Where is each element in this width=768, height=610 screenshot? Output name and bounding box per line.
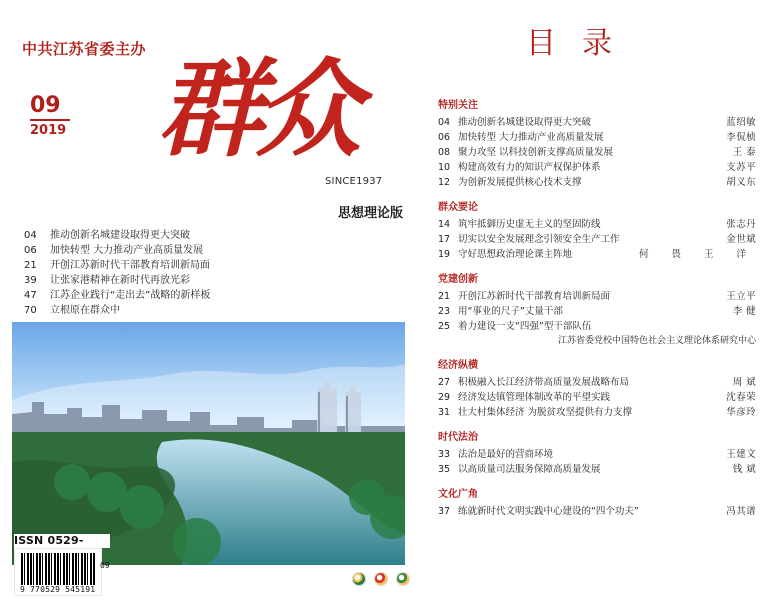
entry-title: 壮大村集体经济 为脱贫攻坚提供有力支撑 bbox=[458, 407, 633, 418]
entry-title: 积极融入长江经济带高质量发展战略布局 bbox=[458, 377, 630, 388]
cover-highlights bbox=[24, 228, 404, 318]
toc-entry[interactable] bbox=[438, 175, 756, 190]
barcode-bars bbox=[21, 553, 95, 585]
entry-title: 守好思想政治理论课主阵地 bbox=[458, 249, 573, 260]
entry-title: 法治是最好的营商环境 bbox=[458, 449, 554, 460]
entry-page: 14 bbox=[438, 219, 451, 230]
entry-title: 练就新时代文明实践中心建设的“四个功夫” bbox=[458, 506, 639, 517]
toc-entry[interactable] bbox=[438, 217, 756, 232]
publisher-label: 中共江苏省委主办 bbox=[22, 40, 147, 58]
entry-page: 21 bbox=[438, 291, 451, 302]
toc-entry[interactable] bbox=[438, 160, 756, 175]
entry-page: 33 bbox=[438, 449, 451, 460]
entry-author: 金世斌 bbox=[726, 234, 756, 245]
entry-author: 胡义东 bbox=[726, 177, 756, 188]
emblem-icon bbox=[396, 572, 410, 586]
toc-section bbox=[438, 96, 756, 190]
since-label: SINCE1937 bbox=[325, 176, 383, 187]
entry-title: 以高质量司法服务保障高质量发展 bbox=[458, 464, 601, 475]
toc-entry[interactable] bbox=[438, 319, 756, 334]
toc-entry[interactable] bbox=[438, 130, 756, 145]
toc-section bbox=[438, 270, 756, 348]
entry-title: 用“事业的尺子”丈量干部 bbox=[458, 306, 563, 317]
entry-author: 何 畏 王 洋 bbox=[638, 249, 756, 260]
emblem-icon bbox=[374, 572, 388, 586]
entry-author: 支苏平 bbox=[726, 162, 756, 173]
highlight-item bbox=[24, 228, 404, 243]
entry-author: 周 斌 bbox=[732, 377, 756, 388]
toc-entry[interactable] bbox=[438, 375, 756, 390]
cityscape-illustration bbox=[12, 322, 405, 565]
toc-entry[interactable] bbox=[438, 289, 756, 304]
highlight-page: 04 bbox=[24, 230, 37, 241]
highlight-page: 21 bbox=[24, 260, 37, 271]
highlight-item bbox=[24, 303, 404, 318]
issue-number: 09 bbox=[30, 95, 70, 121]
highlight-text: 加快转型 大力推动产业高质量发展 bbox=[50, 245, 204, 256]
entry-page: 27 bbox=[438, 377, 451, 388]
entry-author: 冯其谱 bbox=[726, 506, 756, 517]
entry-author: 钱 斌 bbox=[732, 464, 756, 475]
entry-title: 为创新发展提供核心技术支撑 bbox=[458, 177, 582, 188]
entry-author: 王建文 bbox=[726, 449, 756, 460]
entry-subline: 江苏省委党校中国特色社会主义理论体系研究中心 bbox=[557, 336, 756, 346]
toc-entry[interactable] bbox=[438, 145, 756, 160]
toc-entry[interactable] bbox=[438, 232, 756, 247]
barcode bbox=[14, 548, 102, 596]
toc-section bbox=[438, 428, 756, 477]
entry-author: 王 泰 bbox=[732, 147, 756, 158]
barcode-digits: 9 770529 545191 bbox=[20, 585, 96, 594]
entry-author: 李侃桢 bbox=[726, 132, 756, 143]
toc-title: 目录 bbox=[526, 26, 638, 61]
highlight-page: 39 bbox=[24, 275, 37, 286]
entry-page: 08 bbox=[438, 147, 451, 158]
entry-page: 25 bbox=[438, 321, 451, 332]
magazine-title-text: 群众 bbox=[151, 46, 379, 171]
toc-entry[interactable] bbox=[438, 115, 756, 130]
entry-title: 构建高效有力的知识产权保护体系 bbox=[458, 162, 601, 173]
highlight-item bbox=[24, 258, 404, 273]
toc-entry[interactable] bbox=[438, 390, 756, 405]
emblem-row bbox=[352, 572, 410, 586]
entry-page: 10 bbox=[438, 162, 451, 173]
cover-photo bbox=[12, 322, 405, 565]
section-heading: 党建创新 bbox=[438, 274, 478, 285]
highlight-text: 让张家港精神在新时代再放光彩 bbox=[50, 275, 190, 286]
section-heading: 时代法治 bbox=[438, 432, 478, 443]
entry-author: 李 健 bbox=[732, 306, 756, 317]
entry-title: 开创江苏新时代干部教育培训新局面 bbox=[458, 291, 611, 302]
entry-page: 29 bbox=[438, 392, 451, 403]
entry-author: 张志丹 bbox=[726, 219, 756, 230]
emblem-icon bbox=[352, 572, 366, 586]
entry-title: 推动创新名城建设取得更大突破 bbox=[458, 117, 592, 128]
entry-title: 着力建设一支“四强”型干部队伍 bbox=[458, 321, 592, 332]
highlight-text: 立根原在群众中 bbox=[50, 305, 120, 316]
entry-page: 12 bbox=[438, 177, 451, 188]
table-of-contents bbox=[430, 0, 768, 610]
highlight-page: 70 bbox=[24, 305, 37, 316]
section-heading: 经济纵横 bbox=[438, 360, 478, 371]
highlight-text: 推动创新名城建设取得更大突破 bbox=[50, 230, 190, 241]
entry-author: 沈春荣 bbox=[726, 392, 756, 403]
toc-section bbox=[438, 356, 756, 420]
section-heading: 文化广角 bbox=[438, 489, 478, 500]
entry-author: 王立平 bbox=[726, 291, 756, 302]
highlight-page: 06 bbox=[24, 245, 37, 256]
toc-entry[interactable] bbox=[438, 405, 756, 420]
entry-title: 经济发达镇管理体制改革的平望实践 bbox=[458, 392, 611, 403]
entry-title: 聚力攻坚 以科技创新支撑高质量发展 bbox=[458, 147, 614, 158]
highlight-text: 开创江苏新时代干部教育培训新局面 bbox=[50, 260, 210, 271]
highlight-page: 47 bbox=[24, 290, 37, 301]
highlight-item bbox=[24, 273, 404, 288]
section-heading: 群众要论 bbox=[438, 202, 478, 213]
toc-section bbox=[438, 485, 756, 519]
toc-section bbox=[438, 198, 756, 262]
entry-page: 37 bbox=[438, 506, 451, 517]
toc-entry[interactable] bbox=[438, 462, 756, 477]
entry-page: 04 bbox=[438, 117, 451, 128]
entry-page: 17 bbox=[438, 234, 451, 245]
section-heading: 特别关注 bbox=[438, 100, 478, 111]
entry-title: 加快转型 大力推动产业高质量发展 bbox=[458, 132, 604, 143]
edition-label: 思想理论版 bbox=[338, 206, 404, 221]
entry-author: 蓝绍敏 bbox=[726, 117, 756, 128]
issn-label: ISSN 0529- bbox=[14, 534, 110, 548]
entry-title: 筑牢抵御历史虚无主义的坚固防线 bbox=[458, 219, 601, 230]
entry-page: 31 bbox=[438, 407, 451, 418]
toc-entry[interactable] bbox=[438, 447, 756, 462]
toc-entry[interactable] bbox=[438, 247, 756, 262]
entry-author: 华彦玲 bbox=[726, 407, 756, 418]
toc-entry[interactable] bbox=[438, 304, 756, 319]
entry-page: 35 bbox=[438, 464, 451, 475]
entry-page: 19 bbox=[438, 249, 451, 260]
entry-page: 23 bbox=[438, 306, 451, 317]
barcode-suffix: 09 bbox=[100, 561, 110, 570]
highlight-item bbox=[24, 243, 404, 258]
highlight-item bbox=[24, 288, 404, 303]
toc-entry[interactable] bbox=[438, 504, 756, 519]
issue-year: 2019 bbox=[30, 123, 67, 138]
entry-title: 切实以安全发展理念引领安全生产工作 bbox=[458, 234, 620, 245]
toc-body bbox=[438, 96, 756, 527]
entry-page: 06 bbox=[438, 132, 451, 143]
highlight-text: 江苏企业践行“走出去”战略的新样板 bbox=[50, 290, 211, 301]
